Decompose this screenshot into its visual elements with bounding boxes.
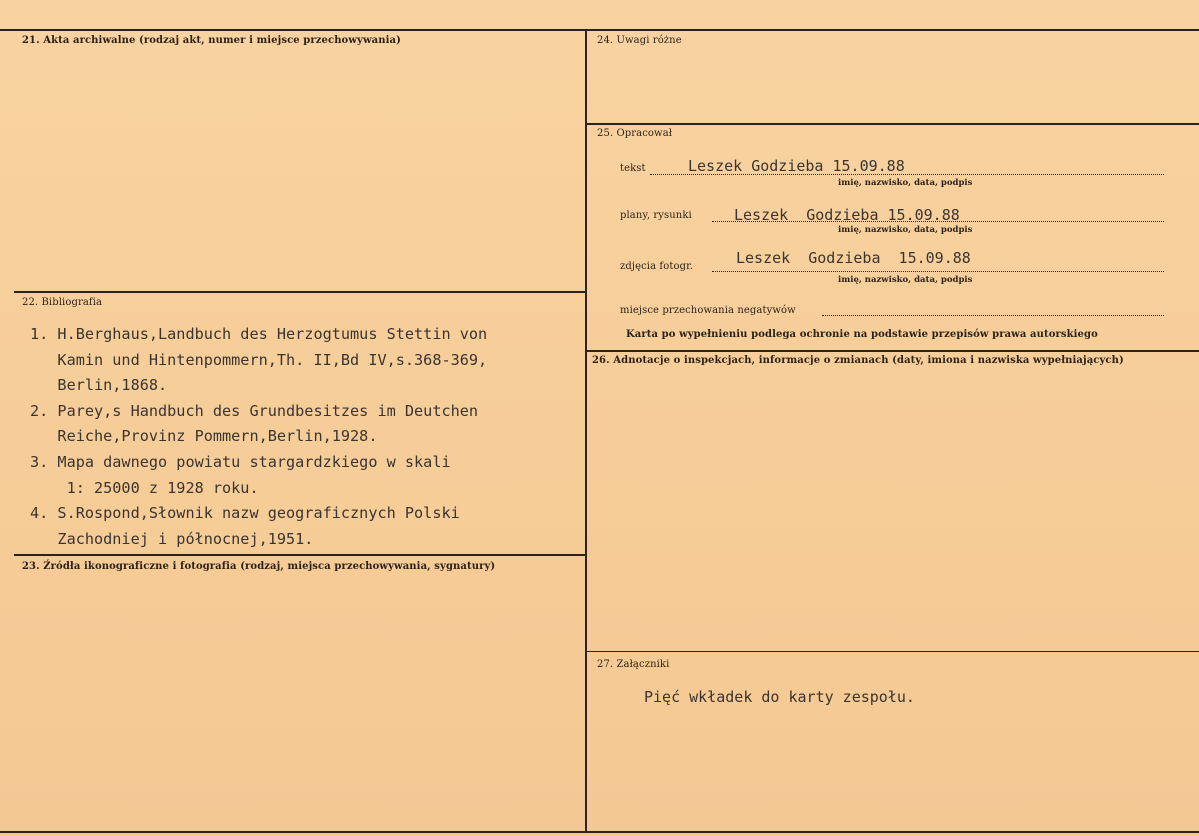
section-24-label: 24. Uwagi różne xyxy=(597,35,682,46)
divider-21-22 xyxy=(14,291,586,293)
section-21-label: 21. Akta archiwalne (rodzaj akt, numer i miejsce przechowywania) xyxy=(22,35,401,46)
section-25-label: 25. Opracował xyxy=(597,128,673,139)
copyright-notice: Karta po wypełnieniu podlega ochronie na podstawie przepisów prawa autorskiego xyxy=(626,329,1098,340)
top-rule xyxy=(0,29,1199,31)
negatywy-dotline xyxy=(822,315,1164,316)
plany-value: Leszek Godzieba 15.09.88 xyxy=(734,206,960,224)
divider-22-23 xyxy=(14,554,586,556)
negatywy-label: miejsce przechowania negatywów xyxy=(620,305,796,316)
zdjecia-label: zdjęcia fotogr. xyxy=(620,261,694,272)
bib-line: 3. Mapa dawnego powiatu stargardzkiego w skali xyxy=(30,452,451,471)
bib-line: Reiche,Provinz Pommern,Berlin,1928. xyxy=(30,427,378,446)
plany-caption: imię, nazwisko, data, podpis xyxy=(838,225,973,235)
section-22-label: 22. Bibliografia xyxy=(22,297,103,308)
tekst-value: Leszek Godzieba 15.09.88 xyxy=(688,157,905,175)
center-divider xyxy=(585,29,587,832)
tekst-label: tekst xyxy=(620,163,646,174)
bib-line: Berlin,1868. xyxy=(30,376,168,395)
section-27-label: 27. Załączniki xyxy=(597,659,670,670)
zdjecia-dotline xyxy=(712,271,1164,272)
divider-26-27 xyxy=(586,651,1199,652)
section-26-label: 26. Adnotacje o inspekcjach, informacje o zmianach (daty, imiona i nazwiska wypełniających) xyxy=(592,355,1124,366)
zdjecia-value: Leszek Godzieba 15.09.88 xyxy=(736,249,971,267)
bib-line: 1. H.Berghaus,Landbuch des Herzogtumus Stettin von xyxy=(30,325,488,343)
tekst-caption: imię, nazwisko, data, podpis xyxy=(838,178,973,188)
divider-24-25 xyxy=(586,123,1199,125)
zdjecia-caption: imię, nazwisko, data, podpis xyxy=(838,275,973,285)
bib-line: 1: 25000 z 1928 roku. xyxy=(30,478,259,497)
attachments-text: Pięć wkładek do karty zespołu. xyxy=(644,688,915,706)
bib-line: 2. Parey,s Handbuch des Grundbesitzes im Deutchen xyxy=(30,401,479,420)
bibliography-list xyxy=(30,322,487,552)
plany-label: plany, rysunki xyxy=(620,210,692,221)
bottom-rule xyxy=(0,831,1199,833)
divider-25-26 xyxy=(586,350,1199,352)
bib-line: Kamin und Hintenpommern,Th. II,Bd IV,s.368-369, xyxy=(30,350,488,369)
bib-line: Zachodniej i północnej,1951. xyxy=(30,529,314,548)
bib-line: 4. S.Rospond,Słownik nazw geograficznych Polski xyxy=(30,504,460,523)
section-23-label: 23. Źródła ikonograficzne i fotografia (rodzaj, miejsca przechowywania, sygnatury) xyxy=(22,561,496,572)
